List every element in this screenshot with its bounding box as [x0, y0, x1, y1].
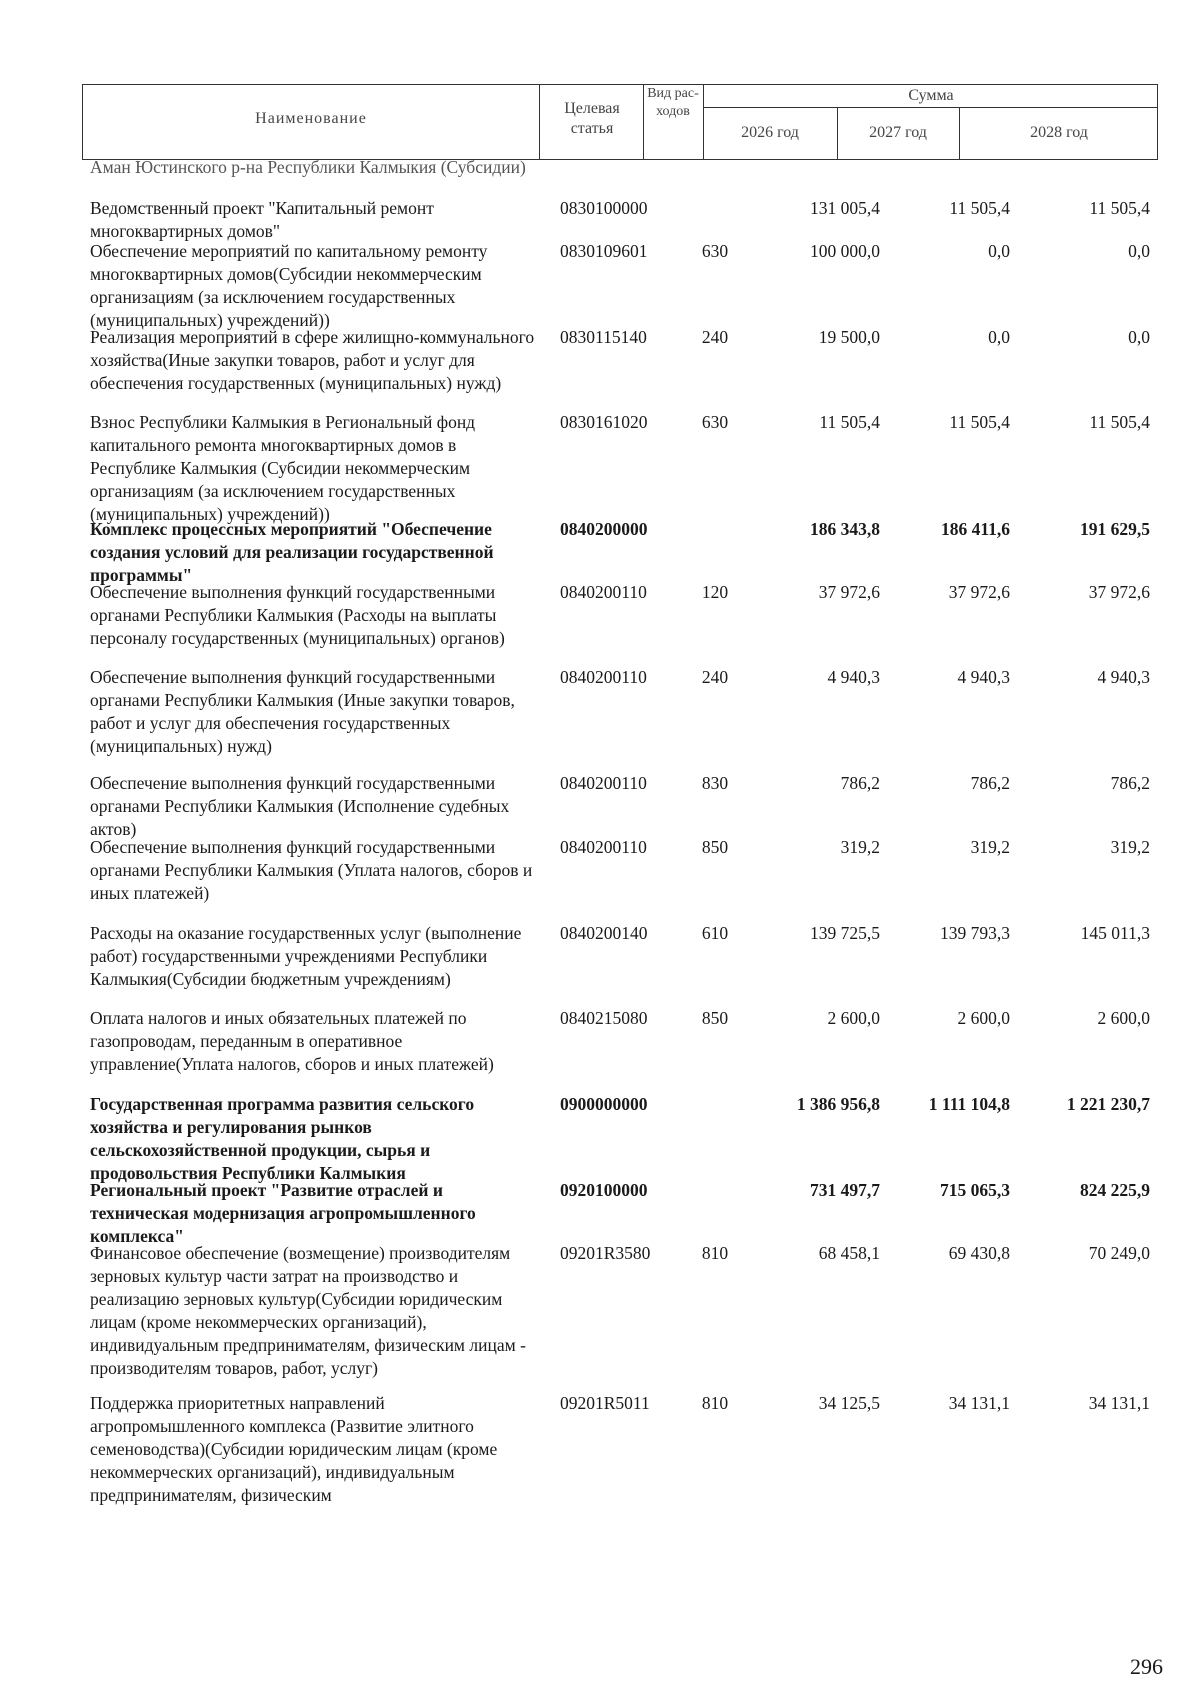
row-sum-2026: 786,2 — [840, 773, 880, 793]
row-sum-2028: 2 600,0 — [1097, 1008, 1150, 1028]
row-sum-2027: 34 131,1 — [948, 1393, 1010, 1413]
row-sum-2028: 0,0 — [1128, 327, 1150, 347]
row-code: 0900000000 — [560, 1094, 648, 1114]
row-sum-2027: 715 065,3 — [940, 1180, 1010, 1200]
row-sum-2026: 319,2 — [840, 837, 880, 857]
header-code: Целевая статья — [564, 100, 620, 137]
row-sum-2026: 186 343,8 — [810, 519, 880, 539]
row-code: 09201R3580 — [560, 1243, 651, 1263]
row-sum-2028: 319,2 — [1110, 837, 1150, 857]
row-sum-2027: 2 600,0 — [957, 1008, 1010, 1028]
row-sum-2027: 11 505,4 — [949, 198, 1010, 218]
row-sum-2027: 786,2 — [970, 773, 1010, 793]
row-code: 0840200110 — [560, 667, 647, 687]
table-header — [82, 84, 1158, 160]
row-code: 0830115140 — [560, 327, 647, 347]
row-name: Государственная программа развития сельского хозяйства и регулирования рынков сельскохозяйственной продукции, сырья и продовольствия Республики Калмыкия — [90, 1094, 475, 1183]
row-name: Аман Юстинского р-на Республики Калмыкия (Субсидии) — [90, 157, 526, 177]
row-code: 0830109601 — [560, 241, 648, 261]
row-sum-2027: 0,0 — [988, 327, 1010, 347]
header-divider — [703, 107, 1157, 108]
row-sum-2028: 70 249,0 — [1088, 1243, 1150, 1263]
row-code: 09201R5011 — [560, 1393, 650, 1413]
row-name: Расходы на оказание государственных услуг (выполнение работ) государственными учреждениями Республики Калмыкия(Субсидии бюджетным учреждениям) — [90, 923, 522, 989]
row-name: Оплата налогов и иных обязательных платежей по газопроводам, переданным в оперативное управление(Уплата налогов, сборов и иных платежей) — [90, 1008, 494, 1074]
row-name: Взнос Республики Калмыкия в Региональный фонд капитального ремонта многоквартирных домов в Республике Калмыкия (Субсидии некоммерческим организациям (за исключением государственных (муниципальных) учреждений)) — [90, 412, 476, 524]
row-sum-2027: 37 972,6 — [948, 582, 1010, 602]
row-sum-2028: 37 972,6 — [1088, 582, 1150, 602]
row-sum-2027: 0,0 — [988, 241, 1010, 261]
row-sum-2028: 191 629,5 — [1080, 519, 1150, 539]
row-sum-2026: 4 940,3 — [827, 667, 880, 687]
row-sum-2028: 11 505,4 — [1089, 412, 1150, 432]
row-code: 0840215080 — [560, 1008, 648, 1028]
header-year-2027: 2027 год — [869, 124, 927, 141]
row-sum-2027: 186 411,6 — [940, 519, 1010, 539]
row-vid: 240 — [701, 327, 729, 347]
row-name: Обеспечение мероприятий по капитальному ремонту многоквартирных домов(Субсидии некоммерческим организациям (за исключением государственных (муниципальных) учреждений)) — [90, 241, 488, 330]
row-name: Обеспечение выполнения функций государственными органами Республики Калмыкия (Расходы на выплаты персоналу государственных (муниципальных) органов) — [90, 582, 505, 648]
row-code: 0840200110 — [560, 773, 647, 793]
row-sum-2026: 37 972,6 — [818, 582, 880, 602]
row-name: Комплекс процессных мероприятий "Обеспечение создания условий для реализации государственной программы" — [90, 519, 494, 585]
row-vid: 240 — [701, 667, 729, 687]
row-vid: 850 — [701, 837, 729, 857]
row-sum-2026: 11 505,4 — [819, 412, 880, 432]
row-code: 0830100000 — [560, 198, 648, 218]
row-vid: 810 — [701, 1393, 729, 1413]
page-number: 296 — [1130, 1654, 1163, 1679]
row-sum-2027: 319,2 — [970, 837, 1010, 857]
row-sum-2028: 11 505,4 — [1089, 198, 1150, 218]
header-name: Наименование — [255, 110, 367, 127]
row-sum-2028: 145 011,3 — [1080, 923, 1150, 943]
row-sum-2026: 19 500,0 — [818, 327, 880, 347]
row-vid: 610 — [701, 923, 729, 943]
row-sum-2026: 1 386 956,8 — [796, 1094, 880, 1114]
row-sum-2028: 0,0 — [1128, 241, 1150, 261]
row-sum-2026: 2 600,0 — [827, 1008, 880, 1028]
row-sum-2026: 139 725,5 — [810, 923, 880, 943]
row-name: Обеспечение выполнения функций государственными органами Республики Калмыкия (Уплата налогов, сборов и иных платежей) — [90, 837, 533, 903]
header-summa: Сумма — [908, 87, 954, 104]
row-sum-2027: 4 940,3 — [957, 667, 1010, 687]
row-sum-2028: 34 131,1 — [1088, 1393, 1150, 1413]
row-sum-2028: 4 940,3 — [1097, 667, 1150, 687]
row-code: 0840200000 — [560, 519, 648, 539]
row-sum-2028: 786,2 — [1110, 773, 1150, 793]
row-sum-2027: 1 111 104,8 — [928, 1094, 1010, 1114]
row-code: 0840200140 — [560, 923, 648, 943]
row-sum-2028: 824 225,9 — [1080, 1180, 1150, 1200]
row-sum-2027: 139 793,3 — [940, 923, 1010, 943]
header-year-2028: 2028 год — [1030, 124, 1088, 141]
row-sum-2026: 100 000,0 — [810, 241, 880, 261]
row-name: Ведомственный проект "Капитальный ремонт многоквартирных домов" — [90, 198, 434, 241]
header-vid: Вид рас-ходов — [647, 86, 699, 119]
row-sum-2027: 11 505,4 — [949, 412, 1010, 432]
row-vid: 850 — [701, 1008, 729, 1028]
header-divider — [643, 85, 644, 159]
row-vid: 810 — [701, 1243, 729, 1263]
row-vid: 830 — [701, 773, 729, 793]
row-vid: 630 — [701, 412, 729, 432]
row-sum-2026: 68 458,1 — [818, 1243, 880, 1263]
row-name: Финансовое обеспечение (возмещение) производителям зерновых культур части затрат на производство и реализацию зерновых культур(Субсидии юридическим лицам (кроме некоммерческих организаций), индивидуальным предпринимателям, физическим лицам - производителям товаров, работ, услуг) — [90, 1243, 526, 1378]
row-code: 0840200110 — [560, 837, 647, 857]
row-vid: 630 — [701, 241, 729, 261]
row-name: Обеспечение выполнения функций государственными органами Республики Калмыкия (Исполнение судебных актов) — [90, 773, 510, 839]
row-sum-2026: 731 497,7 — [810, 1180, 880, 1200]
row-code: 0920100000 — [560, 1180, 648, 1200]
row-vid: 120 — [701, 582, 729, 602]
row-code: 0840200110 — [560, 582, 647, 602]
row-sum-2026: 34 125,5 — [818, 1393, 880, 1413]
row-code: 0830161020 — [560, 412, 648, 432]
row-name: Обеспечение выполнения функций государственными органами Республики Калмыкия (Иные закупки товаров, работ и услуг для обеспечения государственных (муниципальных) нужд) — [90, 667, 515, 756]
row-name: Региональный проект "Развитие отраслей и техническая модернизация агропромышленного комплекса" — [90, 1180, 476, 1246]
row-sum-2028: 1 221 230,7 — [1066, 1094, 1150, 1114]
header-divider — [539, 85, 540, 159]
row-name: Реализация мероприятий в сфере жилищно-коммунального хозяйства(Иные закупки товаров, работ и услуг для обеспечения государственных (муниципальных) нужд) — [90, 327, 535, 393]
header-year-2026: 2026 год — [741, 124, 799, 141]
row-name: Поддержка приоритетных направлений агропромышленного комплекса (Развитие элитного семеноводства)(Субсидии юридическим лицам (кроме некоммерческих организаций), индивидуальным предпринимателям, физическим — [90, 1393, 498, 1505]
row-sum-2027: 69 430,8 — [948, 1243, 1010, 1263]
row-sum-2026: 131 005,4 — [810, 198, 880, 218]
